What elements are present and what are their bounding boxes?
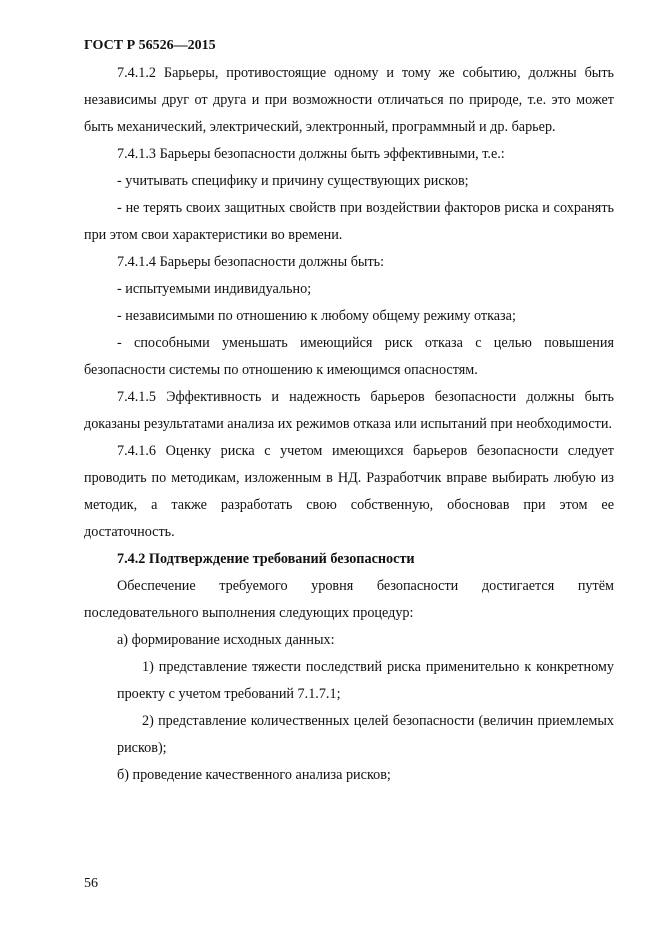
list-item-b: б) проведение качественного анализа рисков; [117, 767, 391, 783]
list-item-a: а) формирование исходных данных: [117, 632, 335, 648]
list-item: - учитывать специфику и причину существующих рисков; [117, 173, 469, 189]
list-item: - не терять своих защитных свойств при воздействии факторов риска и сохранять при этом свои характеристики во времени. [84, 200, 614, 243]
document-header: ГОСТ Р 56526—2015 [84, 38, 216, 53]
sub-item-1: 1) представление тяжести последствий риска применительно к конкретному проекту с учетом требований 7.1.7.1; [117, 659, 614, 702]
sub-item-2: 2) представление количественных целей безопасности (величин приемлемых рисков); [117, 713, 614, 756]
page-number: 56 [84, 876, 98, 891]
section-heading-7-4-2: 7.4.2 Подтверждение требований безопасности [117, 551, 415, 567]
paragraph-7-4-1-6: 7.4.1.6 Оценку риска с учетом имеющихся барьеров безопасности следует проводить по методикам, изложенным в НД. Разработчик вправе выбирать любую из методик, а также разработать свою собственную, обосновав при этом ее достаточность. [84, 443, 614, 540]
list-item: - способными уменьшать имеющийся риск отказа с целью повышения безопасности системы по отношению к имеющимся опасностям. [84, 335, 614, 378]
paragraph-7-4-1-2: 7.4.1.2 Барьеры, противостоящие одному и тому же событию, должны быть независимы друг от друга и при возможности отличаться по природе, т.е. это может быть механический, электрический, электронный, программный и др. барьер. [84, 65, 614, 135]
list-item: - испытуемыми индивидуально; [117, 281, 312, 297]
document-body [84, 60, 614, 789]
paragraph-7-4-1-3: 7.4.1.3 Барьеры безопасности должны быть эффективными, т.е.: [117, 146, 505, 162]
paragraph-7-4-1-4: 7.4.1.4 Барьеры безопасности должны быть: [117, 254, 385, 270]
list-item: - независимыми по отношению к любому общему режиму отказа; [117, 308, 516, 324]
paragraph-intro: Обеспечение требуемого уровня безопасности достигается путём последовательного выполнения следующих процедур: [84, 578, 614, 621]
paragraph-7-4-1-5: 7.4.1.5 Эффективность и надежность барьеров безопасности должны быть доказаны результатами анализа их режимов отказа или испытаний при необходимости. [84, 389, 614, 432]
